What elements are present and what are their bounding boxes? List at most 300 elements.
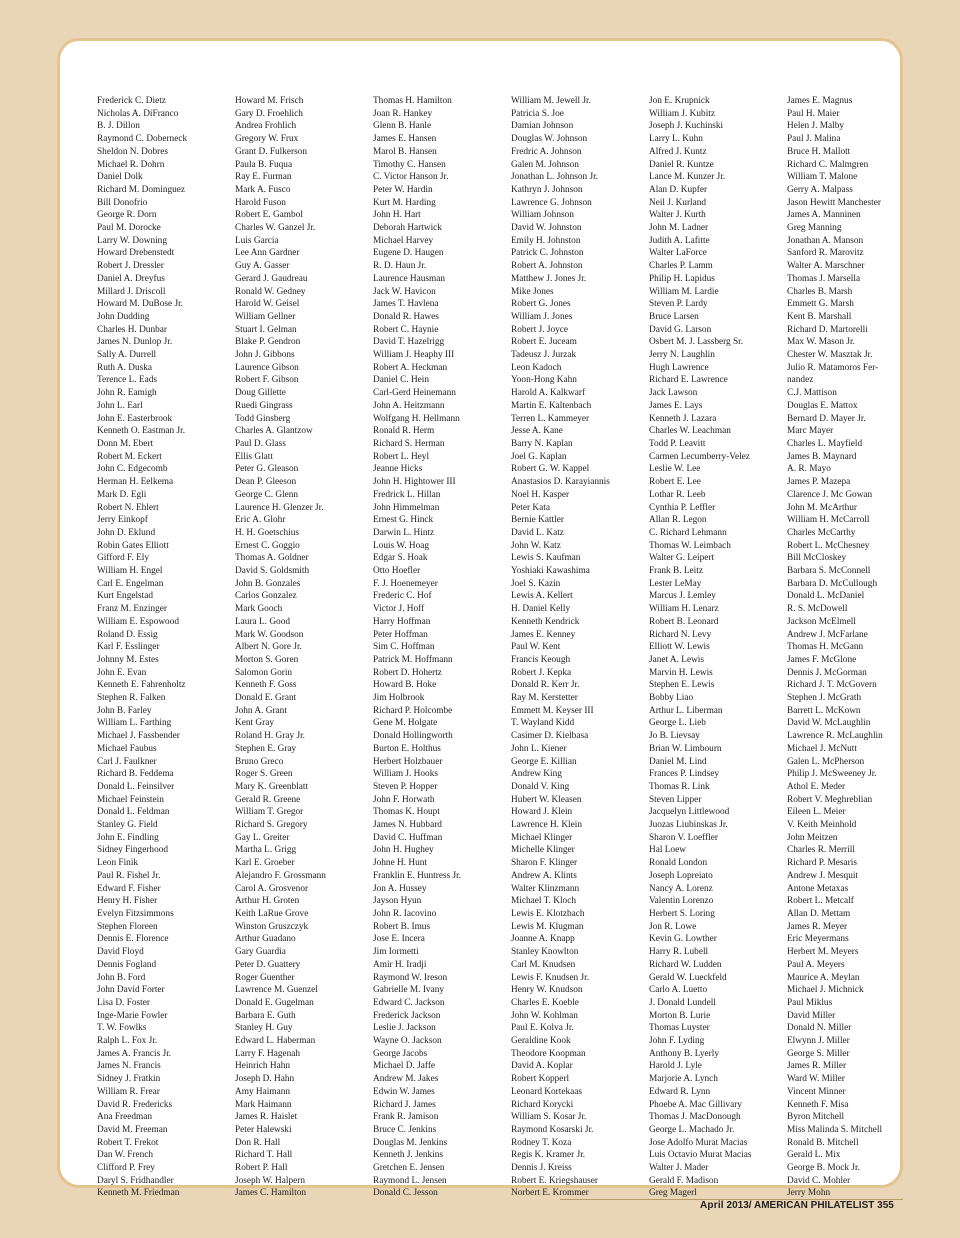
member-name: Leslie J. Jackson (373, 1023, 436, 1034)
member-name: Kenneth E. Fahrenholtz (97, 680, 186, 691)
member-name: Charles L. Mayfield (787, 438, 863, 449)
member-name: Walter LaForce (649, 248, 707, 259)
member-name: A. R. Mayo (787, 464, 831, 475)
member-name: David Floyd (97, 947, 144, 958)
member-name: Edward C. Jackson (373, 997, 445, 1008)
member-name: Walter J. Kurth (649, 210, 706, 221)
member-name: Jonathan L. Johnson Jr. (511, 172, 599, 183)
member-name: Raymond L. Jensen (373, 1175, 447, 1186)
member-name: Laurence Hausman (373, 273, 446, 284)
member-name: Frank B. Leitz (649, 566, 703, 577)
member-name: Carl J. Faulkner (97, 756, 157, 767)
member-name: Sheldon N. Dobres (97, 146, 169, 157)
member-name: Fredrick L. Hillan (373, 489, 441, 500)
member-name: George Jacobs (373, 1048, 428, 1059)
member-name: Roger Guenther (235, 972, 295, 983)
member-name: Jason Hewitt Manchester (787, 197, 881, 208)
member-name: Nancy A. Lorenz (649, 883, 713, 894)
member-name: Charles P. Lamm (649, 261, 713, 272)
member-name: Robert B. Leonard (649, 616, 719, 627)
member-name: Neil J. Kurland (649, 197, 707, 208)
member-name: Patrick M. Hoffmann (373, 654, 453, 665)
member-name: Noel H. Kasper (511, 489, 570, 500)
member-name: Dennis Fogland (97, 959, 157, 970)
member-name: nandez (787, 375, 814, 386)
member-name: John Dudding (97, 311, 150, 322)
member-name: R. S. McDowell (787, 604, 848, 615)
member-name: Paul D. Glass (235, 438, 286, 449)
member-name: Jesse A. Kane (511, 426, 563, 437)
member-name: George L. Lieb (649, 718, 706, 729)
member-name: Kevin G. Lowther (649, 934, 717, 945)
member-name: Harold W. Geisel (235, 299, 300, 310)
member-name: Joan R. Hankey (373, 108, 433, 119)
member-name: Robert D. Hohertz (373, 667, 442, 678)
member-name: Laura L. Good (235, 616, 290, 627)
content-panel (57, 38, 903, 1199)
member-name: Paul E. Kolva Jr. (511, 1023, 574, 1034)
member-name: Daniel A. Dreyfus (97, 273, 165, 284)
member-name: Peter Kata (511, 502, 550, 513)
member-name: Jack Lawson (649, 388, 698, 399)
member-name: F. J. Hoenemeyer (373, 578, 438, 589)
member-name: Theodore Koopman (511, 1048, 586, 1059)
member-name: John D. Eklund (97, 527, 156, 538)
member-name: Edward R. Lynn (649, 1086, 711, 1097)
member-name: David T. Hazelrigg (373, 337, 445, 348)
member-name: John E. Findling (97, 832, 159, 843)
member-name: Eugene D. Haugen (373, 248, 444, 259)
member-name: C. Victor Hanson Jr. (373, 172, 449, 183)
member-name: John B. Gonzales (235, 578, 301, 589)
member-name: Dan W. French (97, 1150, 154, 1161)
member-name: Miss Malinda S. Mitchell (787, 1124, 883, 1135)
member-name: James N. Francis (97, 1061, 161, 1072)
member-name: Gerald L. Mix (787, 1150, 841, 1161)
member-name: Andrew J. Mesquit (787, 870, 859, 881)
member-name: Daniel R. Kuntze (649, 159, 714, 170)
member-name: Daniel Dolk (97, 172, 143, 183)
member-name: Ellis Glatt (235, 451, 273, 462)
member-name: John A. Heitzmann (373, 400, 445, 411)
member-name: David W. Johnston (511, 223, 582, 234)
member-name: Paul A. Meyers (787, 959, 845, 970)
member-name: Allan D. Mettam (787, 909, 851, 919)
member-name: Matthew J. Jones Jr. (511, 273, 587, 284)
member-name: Emily H. Johnston (511, 235, 581, 246)
member-name: Joanne A. Knapp (511, 934, 575, 945)
member-name: C.J. Mattison (787, 388, 837, 399)
member-name: Vincent Minner (787, 1086, 846, 1097)
member-name: Lothar R. Leeb (649, 489, 706, 500)
member-name: Lewis E. Klotzbach (511, 909, 585, 919)
member-name: William Johnson (511, 210, 574, 221)
member-name: Albert N. Gore Jr. (235, 642, 302, 653)
member-name: Charles R. Merrill (787, 845, 855, 856)
member-name: Peter W. Hardin (373, 184, 433, 195)
member-name: Glenn B. Hanle (373, 121, 432, 132)
member-name: Kent B. Marshall (787, 311, 852, 322)
member-name: George B. Mock Jr. (787, 1163, 860, 1174)
member-name: Hal Loew (649, 845, 686, 856)
member-name: Robert L. Heyl (373, 451, 430, 462)
member-name: Blake P. Gendron (235, 337, 301, 348)
member-name: Donald E. Gugelman (235, 997, 314, 1008)
member-name: Douglas E. Mattox (787, 400, 858, 411)
member-name: Larry W. Downing (97, 235, 167, 246)
member-name: Douglas M. Jenkins (373, 1137, 448, 1148)
member-name: H. Daniel Kelly (511, 604, 571, 615)
member-name: Steven P. Hopper (373, 781, 438, 792)
member-name: Lawrence R. McLaughlin (787, 731, 883, 742)
member-name: Galen M. Johnson (511, 159, 579, 170)
name-column-6 (787, 95, 923, 1200)
member-name: John R. Eamigh (97, 388, 157, 399)
member-name: Charles McCarthy (787, 527, 856, 538)
member-name: Robert A. Johnston (511, 261, 583, 272)
member-name: Morton B. Lurie (649, 1010, 711, 1021)
member-name: George S. Miller (787, 1048, 850, 1059)
member-name: Marcus J. Lemley (649, 591, 716, 602)
member-name: David C. Huffman (373, 832, 443, 843)
member-name: Herbert S. Loring (649, 909, 715, 919)
member-name: Robert E. Kriegshauser (511, 1175, 599, 1186)
member-name: Arthur Guadano (235, 934, 296, 945)
member-name: Andrew A. Klints (511, 870, 577, 881)
member-name: Regis K. Kramer Jr. (511, 1150, 586, 1161)
member-name: Jose Adolfo Murat Macias (649, 1137, 748, 1148)
member-name: Richard S. Gregory (235, 820, 308, 831)
member-name: Ruedi Gingrass (235, 400, 293, 411)
member-name: Janet A. Lewis (649, 654, 704, 665)
member-name: Paul Miklus (787, 997, 833, 1008)
member-name: David M. Freeman (97, 1124, 168, 1135)
name-column-2 (235, 95, 371, 1200)
member-name: Richard S. Herman (373, 438, 445, 449)
member-name: Thomas R. Link (649, 781, 710, 792)
member-name: Raymond W. Ireson (373, 972, 448, 983)
member-name: Robert J. Kepka (511, 667, 572, 678)
member-name: Walter J. Mader (649, 1163, 709, 1174)
member-name: Paul M. Dorocke (97, 223, 161, 234)
member-name: Eric A. Glohr (235, 515, 286, 526)
member-name: Valentin Lorenzo (649, 896, 714, 907)
member-name: Edwin W. James (373, 1086, 435, 1097)
member-name: John L. Earl (97, 400, 143, 411)
member-name: James N. Hubbard (373, 820, 442, 831)
member-name: Burton E. Holthus (373, 743, 441, 754)
footer-month: April (700, 1200, 724, 1211)
member-name: Mike Jones (511, 286, 554, 297)
member-name: Andrea Frohlich (235, 121, 297, 132)
member-name: Frances P. Lindsey (649, 769, 719, 780)
member-name: David W. McLaughlin (787, 718, 871, 729)
member-name: Joel S. Kazin (511, 578, 561, 589)
member-name: Jim Holbrook (373, 693, 425, 704)
member-name: Todd P. Leavitt (649, 438, 706, 449)
member-name: Steven Lipper (649, 794, 702, 805)
member-name: John M. McArthur (787, 502, 857, 513)
member-name: Richard C. Malmgren (787, 159, 869, 170)
member-name: Thomas W. Leimbach (649, 540, 731, 551)
member-name: Joseph Lopreiato (649, 870, 713, 881)
member-name: Terence L. Eads (97, 375, 158, 386)
member-name: Karl E. Groeber (235, 858, 295, 869)
member-name: Donald Hollingworth (373, 731, 453, 742)
member-name: Bruce H. Mallott (787, 146, 851, 157)
member-name: Todd Ginsberg (235, 413, 291, 424)
member-name: Eileen L. Meier (787, 807, 846, 818)
member-name: Dean P. Gleeson (235, 477, 297, 488)
member-name: Johnny M. Estes (97, 654, 159, 665)
member-name: Stanley H. Guy (235, 1023, 293, 1034)
member-name: Frederick C. Dietz (97, 96, 166, 106)
member-name: Gerald F. Madison (649, 1175, 719, 1186)
member-name: Lawrence M. Guenzel (235, 985, 318, 996)
member-name: Rodney T. Koza (511, 1137, 572, 1148)
page-number: 355 (877, 1200, 894, 1211)
member-name: John E. Easterbrook (97, 413, 173, 424)
member-name: Emmett G. Marsh (787, 299, 854, 310)
member-name: Carl M. Knudsen (511, 959, 576, 970)
member-name: William E. Espowood (97, 616, 179, 627)
member-name: Gabrielle M. Ivany (373, 985, 444, 996)
member-name: Louis W. Hoag (373, 540, 430, 551)
member-name: Kenneth F. Goss (235, 680, 297, 691)
member-name: Dennis J. McGorman (787, 667, 867, 678)
member-name: Lester LeMay (649, 578, 702, 589)
member-name: Millard J. Driscoll (97, 286, 166, 297)
member-name: Lewis A. Kellert (511, 591, 573, 602)
member-name: Lance M. Kunzer Jr. (649, 172, 726, 183)
member-name: Ronald B. Mitchell (787, 1137, 859, 1148)
member-name: Michael J. McNutt (787, 743, 857, 754)
member-name: Robert G. W. Kappel (511, 464, 590, 475)
member-name: Terren L. Kammeyer (511, 413, 590, 424)
member-name: Jacquelyn Littlewood (649, 807, 730, 818)
member-name: Emmett M. Keyser III (511, 705, 594, 716)
member-name: Robert L. McChesney (787, 540, 870, 551)
member-name: Frederic C. Hof (373, 591, 432, 602)
member-name: Inge-Marie Fowler (97, 1010, 168, 1021)
member-name: Harold A. Kalkwarf (511, 388, 586, 399)
member-name: Gerald R. Greene (235, 794, 301, 805)
member-name: Patricia S. Joe (511, 108, 564, 119)
member-name: Byron Mitchell (787, 1112, 845, 1123)
member-name: Mark A. Fusco (235, 184, 291, 195)
member-name: Robert M. Eckert (97, 451, 162, 462)
member-name: William M. Lardie (649, 286, 719, 297)
member-name: Edward F. Fisher (97, 883, 161, 894)
member-name: Richard W. Ludden (649, 959, 722, 970)
member-name: Bruce Larsen (649, 311, 699, 322)
member-name: Dennis E. Florence (97, 934, 169, 945)
member-name: Tadeusz J. Jurzak (511, 350, 577, 361)
member-name: Helen J. Malby (787, 121, 845, 132)
member-name: Peter Hoffman (373, 629, 428, 640)
member-name: Daniel C. Hein (373, 375, 430, 386)
member-name: Carmen Lecumberry-Velez (649, 451, 750, 462)
member-name: Robin Gates Elliott (97, 540, 169, 551)
member-name: Clarence J. Mc Gowan (787, 489, 873, 500)
member-name: Roger S. Green (235, 769, 293, 780)
member-name: Frederick Jackson (373, 1010, 441, 1021)
member-name: Richard P. Mesaris (787, 858, 857, 869)
member-name: Jackson McElmell (787, 616, 856, 627)
member-name: Francis Keough (511, 654, 571, 665)
member-name: Lewis F. Knudsen Jr. (511, 972, 590, 983)
member-name: William R. Frear (97, 1086, 160, 1097)
member-name: Mark Haimann (235, 1099, 292, 1110)
member-name: Ernest C. Goggio (235, 540, 300, 551)
member-name: Amy Haimann (235, 1086, 290, 1097)
member-name: Jonathan A. Manson (787, 235, 864, 246)
member-name: Robert A. Heckman (373, 362, 448, 373)
member-name: Robert G. Jones (511, 299, 571, 310)
member-name: Paul W. Kent (511, 642, 561, 653)
member-name: Robert V. Meghreblian (787, 794, 873, 805)
member-name: Kenneth J. Jenkins (373, 1150, 443, 1161)
member-name: James E. Magnus (787, 96, 853, 106)
member-name: Antone Metaxas (787, 883, 849, 894)
member-name: Andrew King (511, 769, 562, 780)
member-name: Howard Drebenstedt (97, 248, 175, 259)
member-name: Dennis J. Kreiss (511, 1163, 572, 1174)
member-name: Jon E. Krupnick (649, 96, 710, 106)
member-name: Lawrence H. Klein (511, 820, 582, 831)
member-name: John C. Edgecomb (97, 464, 168, 475)
member-name: Lisa D. Foster (97, 997, 150, 1008)
member-name: Marvin H. Lewis (649, 667, 713, 678)
member-name: Leon Finik (97, 858, 139, 869)
member-name: Johne H. Hunt (373, 858, 427, 869)
member-name: Andrew J. McFarlane (787, 629, 868, 640)
member-name: William J. Kubitz (649, 108, 715, 119)
member-name: Leslie W. Lee (649, 464, 701, 475)
member-name: William H. Lenarz (649, 604, 719, 615)
member-name: Robert B. Imus (373, 921, 431, 932)
member-name: B. J. Dillon (97, 121, 140, 132)
member-name: Donald R. Kerr Jr. (511, 680, 580, 691)
member-name: Michael D. Jaffe (373, 1061, 436, 1072)
member-name: Laurence H. Glenzer Jr. (235, 502, 324, 513)
member-name: Alfred J. Kuntz (649, 146, 707, 157)
member-name: Gregory W. Frux (235, 134, 299, 145)
member-name: Robert E. Juceam (511, 337, 577, 348)
member-name: C. Richard Lehmann (649, 527, 727, 538)
member-name: William S. Kosar Jr. (511, 1112, 587, 1123)
member-name: T. W. Fowlks (97, 1023, 147, 1034)
member-name: Gary Guardia (235, 947, 286, 958)
member-name: John B. Farley (97, 705, 152, 716)
member-name: John Himmelman (373, 502, 440, 513)
member-name: Bruce C. Jenkins (373, 1124, 437, 1135)
member-name: Ernest G. Hinck (373, 515, 434, 526)
member-name: Osbert M. J. Lassberg Sr. (649, 337, 744, 348)
member-name: Arthur L. Liberman (649, 705, 723, 716)
page-footer (700, 1200, 900, 1216)
member-name: Richard N. Levy (649, 629, 712, 640)
member-name: Michael J. Fassbender (97, 731, 180, 742)
member-name: Yoshiaki Kawashima (511, 566, 590, 577)
member-name: Bill Donofrio (97, 197, 148, 208)
member-name: Peter G. Gleason (235, 464, 299, 475)
member-name: James E. Hansen (373, 134, 437, 145)
member-name: Roland H. Gray Jr. (235, 731, 305, 742)
member-name: Carlos Gonzalez (235, 591, 297, 602)
member-name: Raymond C. Doberneck (97, 134, 188, 145)
member-name: Karl F. Esslinger (97, 642, 160, 653)
member-name: Paula B. Fuqua (235, 159, 293, 170)
member-name: Donald L. Feldman (97, 807, 170, 818)
member-name: Larry F. Hagenah (235, 1048, 301, 1059)
member-name: Timothy C. Hansen (373, 159, 446, 170)
member-name: Donn M. Ebert (97, 438, 154, 449)
member-name: Herman H. Eelkema (97, 477, 174, 488)
member-name: Alejandro F. Grossmann (235, 870, 326, 881)
member-name: James E. Kenney (511, 629, 576, 640)
member-name: Anthony B. Lyerly (649, 1048, 719, 1059)
member-name: William T. Malone (787, 172, 858, 183)
member-name: Evelyn Fitzsimmons (97, 909, 174, 919)
member-name: George R. Dorn (97, 210, 157, 221)
member-name: H. H. Goetschius (235, 527, 300, 538)
footer-publication: 2013/ AMERICAN PHILATELIST (723, 1200, 878, 1211)
member-name: Carl-Gerd Heinemann (373, 388, 456, 399)
member-name: Franz M. Enzinger (97, 604, 167, 615)
member-name: Sidney Fingerhood (97, 845, 169, 856)
member-name: Stephen E. Lewis (649, 680, 715, 691)
member-name: Laurence Gibson (235, 362, 299, 373)
member-name: Howard B. Hoke (373, 680, 437, 691)
member-name: Ronald R. Herm (373, 426, 435, 437)
member-name: William H. Engel (97, 566, 163, 577)
member-name: Kurt Engelstad (97, 591, 154, 602)
member-name: Thomas K. Houpt (373, 807, 440, 818)
member-name: Mary K. Greenblatt (235, 781, 309, 792)
member-name: Grant D. Fulkerson (235, 146, 308, 157)
member-name: Sharon V. Loeffler (649, 832, 718, 843)
member-name: Norbert E. Krommer (511, 1188, 589, 1199)
member-name: Mark D. Egli (97, 489, 147, 500)
member-name: Philip H. Lapidus (649, 273, 715, 284)
member-name: John A. Grant (235, 705, 287, 716)
member-name: William M. Jewell Jr. (511, 96, 591, 106)
member-name: Ruth A. Duska (97, 362, 153, 373)
member-name: Gifford F. Ely (97, 553, 150, 564)
member-name: Thomas J. MacDonough (649, 1112, 741, 1123)
member-name: Kent Gray (235, 718, 274, 729)
member-name: Lee Ann Gardner (235, 248, 300, 259)
member-name: Gretchen E. Jensen (373, 1163, 445, 1174)
member-name: James A. Francis Jr. (97, 1048, 172, 1059)
member-name: Michael J. Michnick (787, 985, 864, 996)
member-name: Andrew M. Jakes (373, 1074, 439, 1085)
member-name: Kurt M. Harding (373, 197, 436, 208)
member-name: Kathryn J. Johnson (511, 184, 583, 195)
member-name: William J. Jones (511, 311, 573, 322)
member-name: Michael Faubus (97, 743, 157, 754)
member-name: Jerry Einkopf (97, 515, 148, 526)
member-name: Walter A. Marschner (787, 261, 865, 272)
member-name: Jim Iormetti (373, 947, 419, 958)
member-name: James R. Miller (787, 1061, 847, 1072)
member-name: Mark Gooch (235, 604, 283, 615)
member-name: Martin E. Kaltenbach (511, 400, 592, 411)
member-name: Leonard Kortekaas (511, 1086, 582, 1097)
member-name: Carlo A. Luetto (649, 985, 708, 996)
member-name: David G. Larson (649, 324, 712, 335)
